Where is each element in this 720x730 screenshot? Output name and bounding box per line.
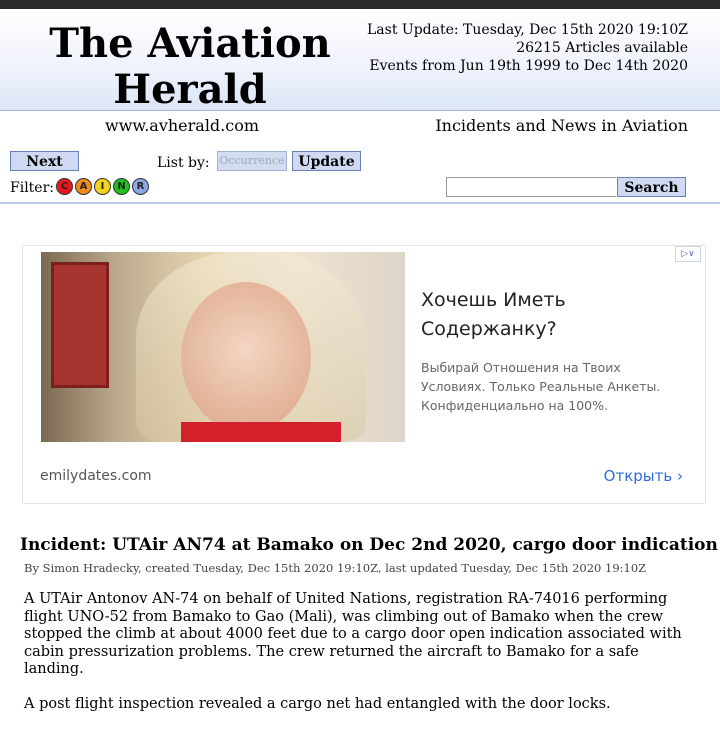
site-url[interactable]: www.avherald.com xyxy=(105,116,260,135)
article-paragraph: A post flight inspection revealed a cargo net had entangled with the door locks. xyxy=(24,695,611,712)
list-by-select[interactable]: Occurrence xyxy=(217,151,287,171)
last-update-text: Last Update: Tuesday, Dec 15th 2020 19:10Z xyxy=(367,22,688,38)
top-status-bar xyxy=(0,0,720,9)
article-paragraph: A UTAir Antonov AN-74 on behalf of United Nations, registration RA-74016 performing flight UNO-52 from Bamako to Gao (Mali), was climbing out of Bamako when the crew stopped the climb at about 4000 feet due to a cargo door open indication associated with cabin pressurization problems. The crew returned the aircraft to Bamako for a safe landing. xyxy=(24,591,682,677)
ad-image-shirt xyxy=(181,422,341,442)
search-button[interactable]: Search xyxy=(617,177,686,197)
ad-image-frame xyxy=(51,262,109,388)
ad-image-face xyxy=(181,282,311,432)
ad-image[interactable] xyxy=(41,252,405,442)
site-logo[interactable] xyxy=(40,21,340,113)
ad-choices-icon[interactable]: ▷∨ xyxy=(675,246,701,262)
logo-line-2: Herald xyxy=(113,66,267,113)
ad-title[interactable]: Хочешь Иметь Содержанку? xyxy=(421,289,566,340)
filter-report-button[interactable]: R xyxy=(132,178,149,195)
advertisement[interactable] xyxy=(22,245,706,504)
article-title[interactable]: Incident: UTAir AN74 at Bamako on Dec 2nd 2020, cargo door indication xyxy=(20,535,718,555)
article-byline: By Simon Hradecky, created Tuesday, Dec 15th 2020 19:10Z, last updated Tuesday, Dec 15th 2020 19:10Z xyxy=(24,561,647,575)
header-divider xyxy=(0,202,720,204)
filter-label: Filter: xyxy=(10,180,54,196)
next-button[interactable]: Next xyxy=(10,151,79,171)
filter-news-button[interactable]: N xyxy=(113,178,130,195)
filter-incident-button[interactable]: I xyxy=(94,178,111,195)
list-by-label: List by: xyxy=(157,155,210,171)
site-tagline: Incidents and News in Aviation xyxy=(435,116,688,135)
update-button[interactable]: Update xyxy=(292,151,361,171)
filter-buttons xyxy=(56,178,149,195)
ad-description: Выбирай Отношения на Твоих Условиях. Только Реальные Анкеты. Конфиденциально на 100%. xyxy=(421,360,661,413)
article-body xyxy=(24,591,696,730)
filter-crash-button[interactable]: C xyxy=(56,178,73,195)
events-range-text: Events from Jun 19th 1999 to Dec 14th 2020 xyxy=(369,58,688,74)
filter-accident-button[interactable]: A xyxy=(75,178,92,195)
site-header xyxy=(0,9,720,111)
ad-domain[interactable]: emilydates.com xyxy=(40,468,152,484)
articles-count-text: 26215 Articles available xyxy=(516,40,688,56)
site-stats xyxy=(367,21,688,75)
ad-open-button[interactable]: Открыть › xyxy=(603,467,683,485)
search-input[interactable] xyxy=(446,177,616,197)
logo-line-1: The Aviation xyxy=(49,20,331,67)
